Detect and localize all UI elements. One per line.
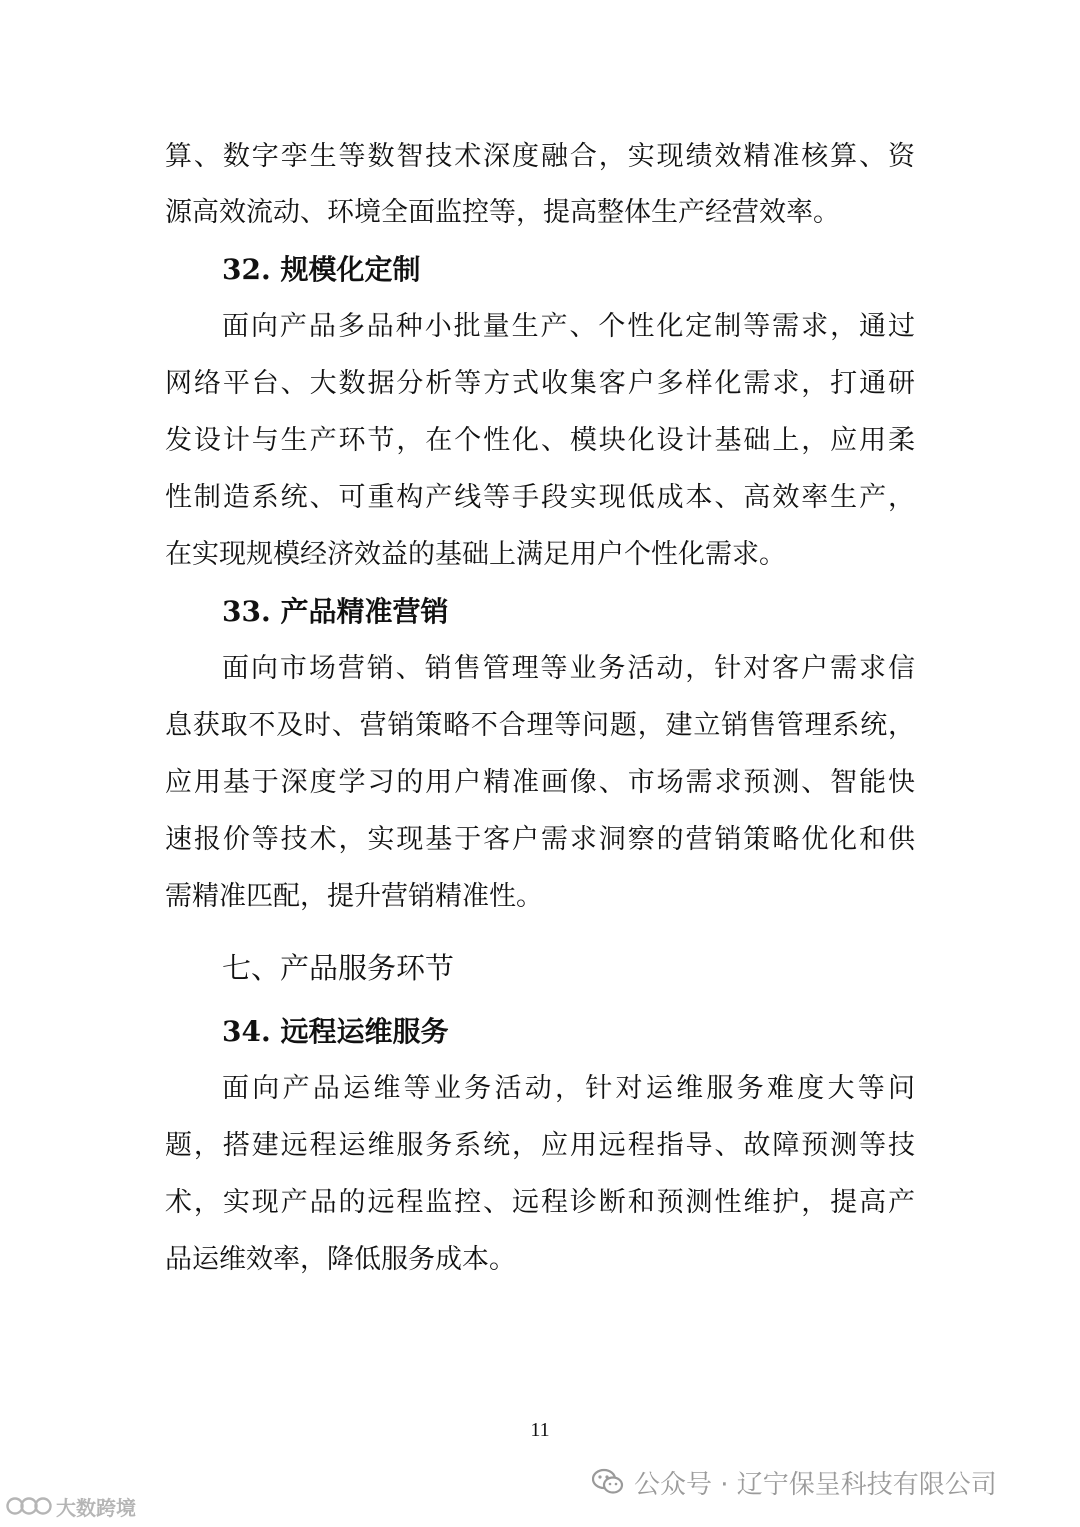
subsection-heading-34: 34. 远程运维服务 [222, 1015, 449, 1048]
subsection-heading-33: 33. 产品精准营销 [222, 595, 449, 628]
text-line: 面向市场营销、销售管理等业务活动，针对客户需求信 [222, 653, 915, 684]
watermark-logo [6, 1490, 136, 1522]
text-line: 面向产品多品种小批量生产、个性化定制等需求，通过 [222, 311, 915, 342]
section-heading-7: 七、产品服务环节 [222, 951, 455, 985]
watermark-text: 公众号 · 辽宁保呈科技有限公司 [634, 1469, 997, 1500]
text-line: 品运维效率，降低服务成本。 [165, 1244, 516, 1275]
subsection-heading-32: 32. 规模化定制 [222, 253, 421, 286]
text-line: 面向产品运维等业务活动，针对运维服务难度大等问 [222, 1073, 915, 1104]
page-number: 11 [530, 1419, 550, 1441]
text-line: 需精准匹配，提升营销精准性。 [165, 881, 543, 912]
text-line: 算、数字孪生等数智技术深度融合，实现绩效精准核算、资 [165, 141, 915, 172]
text-line: 在实现规模经济效益的基础上满足用户个性化需求。 [165, 539, 786, 570]
logo-icon [6, 1494, 52, 1518]
text-line: 术，实现产品的远程监控、远程诊断和预测性维护，提高产 [165, 1187, 915, 1218]
text-line: 速报价等技术，实现基于客户需求洞察的营销策略优化和供 [165, 824, 915, 855]
text-line: 题，搭建远程运维服务系统，应用远程指导、故障预测等技 [165, 1130, 915, 1161]
watermark-text: 大数跨境 [56, 1495, 136, 1520]
text-line: 息获取不及时、营销策略不合理等问题，建立销售管理系统， [165, 710, 915, 741]
text-line: 应用基于深度学习的用户精准画像、市场需求预测、智能快 [165, 767, 915, 798]
text-line: 网络平台、大数据分析等方式收集客户多样化需求，打通研 [165, 368, 915, 399]
text-line: 源高效流动、环境全面监控等，提高整体生产经营效率。 [165, 197, 840, 228]
watermark-wechat [592, 1462, 997, 1502]
text-line: 性制造系统、可重构产线等手段实现低成本、高效率生产， [165, 482, 915, 513]
wechat-icon [592, 1468, 624, 1496]
text-line: 发设计与生产环节，在个性化、模块化设计基础上，应用柔 [165, 425, 915, 456]
